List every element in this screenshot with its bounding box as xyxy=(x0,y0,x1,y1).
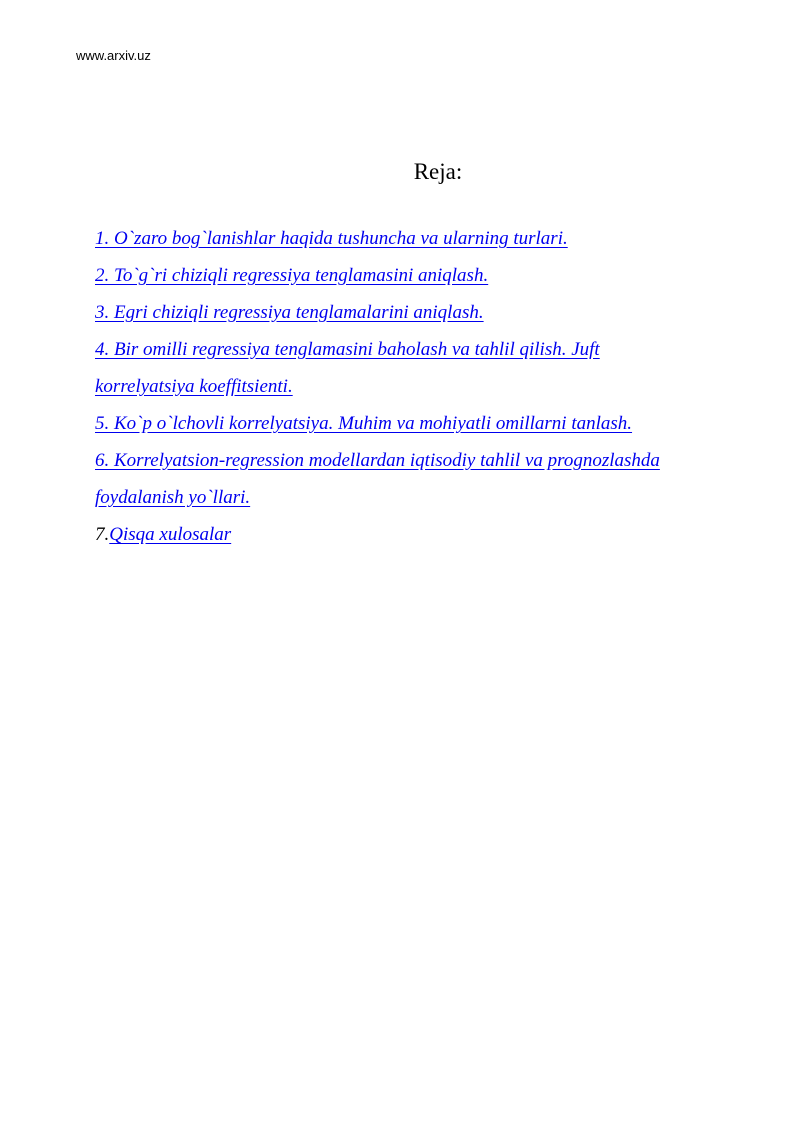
plan-list xyxy=(95,220,765,553)
plan-link-1[interactable]: 1. O`zaro bog`lanishlar haqida tushuncha va ularning turlari. xyxy=(95,228,568,249)
plan-link-4-line-2[interactable]: korrelyatsiya koeffitsienti. xyxy=(95,376,293,397)
page-title: Reja: xyxy=(413,159,463,184)
plan-item-3 xyxy=(95,294,765,331)
plan-link-6-line-1[interactable]: 6. Korrelyatsion-regression modellardan iqtisodiy tahlil va prognozlashda xyxy=(95,450,660,471)
plan-link-5[interactable]: 5. Ko`p o`lchovli korrelyatsiya. Muhim va mohiyatli omillarni tanlash. xyxy=(95,413,633,434)
plan-link-6-line-2[interactable]: foydalanish yo`llari. xyxy=(95,487,251,508)
plan-item-6 xyxy=(95,442,765,479)
plan-item-4-continued xyxy=(95,368,765,405)
plan-link-4-line-1[interactable]: 4. Bir omilli regressiya tenglamasini baholash va tahlil qilish. Juft xyxy=(95,339,600,360)
plan-item-6-continued xyxy=(95,479,765,516)
plan-item-7 xyxy=(95,516,765,553)
plan-item-5 xyxy=(95,405,765,442)
plan-item-4 xyxy=(95,331,765,368)
plan-item-2 xyxy=(95,257,765,294)
header-url: www.arxiv.uz xyxy=(76,48,151,63)
plan-number-7: 7. xyxy=(95,524,110,545)
plan-link-7[interactable]: Qisqa xulosalar xyxy=(109,524,232,545)
plan-link-2[interactable]: 2. To`g`ri chiziqli regressiya tenglamasini aniqlash. xyxy=(95,265,489,286)
plan-link-3[interactable]: 3. Egri chiziqli regressiya tenglamalarini aniqlash. xyxy=(95,302,484,323)
plan-item-1 xyxy=(95,220,765,257)
